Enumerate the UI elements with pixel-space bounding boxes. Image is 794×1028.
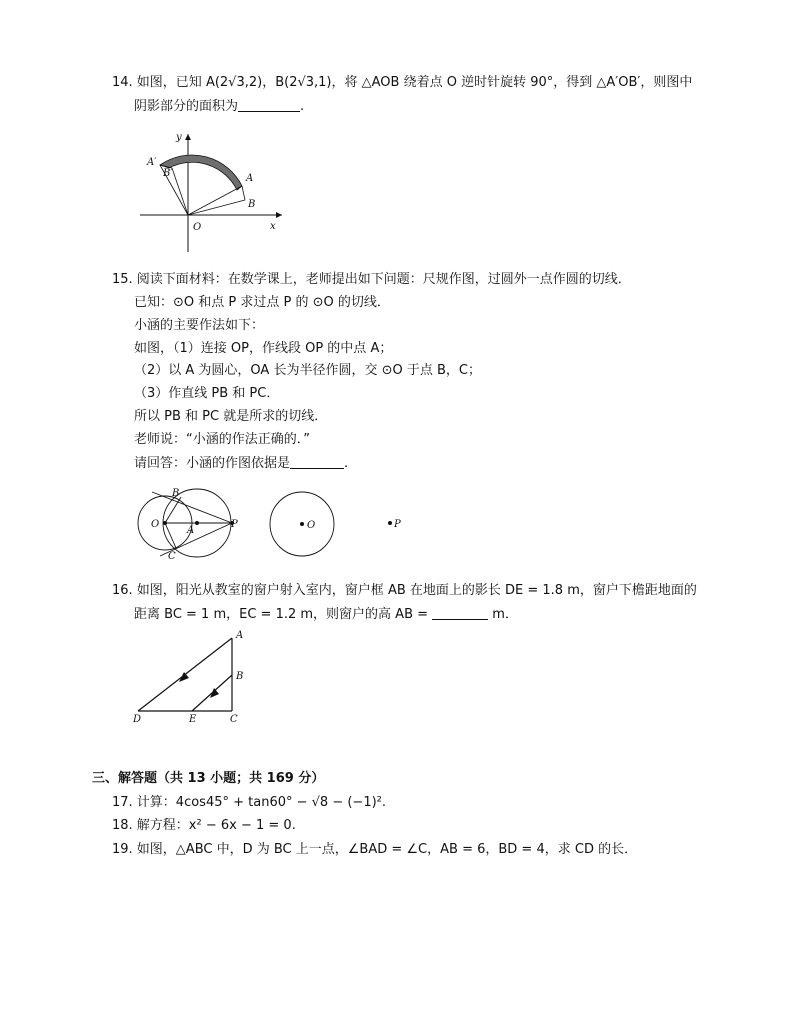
q16-line1: 16. 如图，阳光从教室的窗户射入室内，窗户框 AB 在地面上的影长 DE = 1.8 m，窗户下檐距地面的 (112, 583, 697, 598)
q15-label-b: B (172, 488, 180, 499)
section3-heading: 三、解答题（共 13 小题；共 169 分） (92, 771, 325, 786)
q15-line5: （2）以 A 为圆心，OA 长为半径作圆，交 ⊙O 于点 B，C； (134, 363, 481, 378)
q19-line: 19. 如图，△ABC 中，D 为 BC 上一点，∠BAD = ∠C，AB = 6，BD = 4，求 CD 的长． (112, 842, 638, 857)
q16-label-b: B (236, 671, 244, 682)
q15-line8: 老师说：“小涵的作法正确的．” (134, 432, 310, 447)
q18-line: 18. 解方程：x² − 6x − 1 = 0. (112, 818, 296, 833)
q14-line2-text: 阴影部分的面积为 (134, 99, 239, 114)
q14-line1: 14. 如图，已知 A(2√3,2)，B(2√3,1)，将 △AOB 绕着点 O 逆时针旋转 90°，得到 △A′OB′，则图中 (112, 75, 693, 90)
q15-label-o2: O (307, 520, 316, 531)
q14-label-x: x (270, 221, 276, 232)
q16-label-e: E (189, 714, 197, 725)
q16-label-c: C (230, 714, 238, 725)
q15-label-p2: P (394, 519, 401, 530)
q14-label-y: y (176, 132, 182, 143)
q15-end: . (344, 456, 349, 471)
q15-label-o: O (151, 519, 160, 530)
q15-line6: （3）作直线 PB 和 PC． (134, 386, 280, 401)
q16-unit: m． (492, 607, 518, 622)
q16-label-a: A (236, 630, 244, 641)
q16-label-d: D (133, 714, 142, 725)
q17-line: 17. 计算：4cos45° + tan60° − √8 − (−1)². (112, 795, 387, 810)
q15-label-a: A (187, 525, 195, 536)
q14-label-b: B (248, 199, 256, 210)
q14-label-b1: B′ (163, 168, 173, 179)
q14-end: . (300, 99, 305, 114)
q14-label-a: A (246, 173, 254, 184)
q15-line7: 所以 PB 和 PC 就是所求的切线． (134, 409, 328, 424)
q15-line1: 15. 阅读下面材料：在数学课上，老师提出如下问题：尺规作图，过圆外一点作圆的切线． (112, 272, 631, 287)
q15-line4: 如图，（1）连接 OP，作线段 OP 的中点 A； (134, 341, 393, 356)
q16-line2-text: 距离 BC = 1 m，EC = 1.2 m，则窗户的高 AB = (134, 607, 429, 622)
q15-line9-text: 请回答：小涵的作图依据是 (134, 456, 291, 471)
q15-line3: 小涵的主要作法如下： (134, 318, 265, 333)
q14-label-o: O (193, 222, 202, 233)
q14-label-a1: A′ (147, 157, 157, 168)
q15-label-p: P (231, 519, 238, 530)
q15-line2: 已知：⊙O 和点 P 求过点 P 的 ⊙O 的切线． (134, 295, 390, 310)
q15-label-c: C (168, 551, 176, 562)
